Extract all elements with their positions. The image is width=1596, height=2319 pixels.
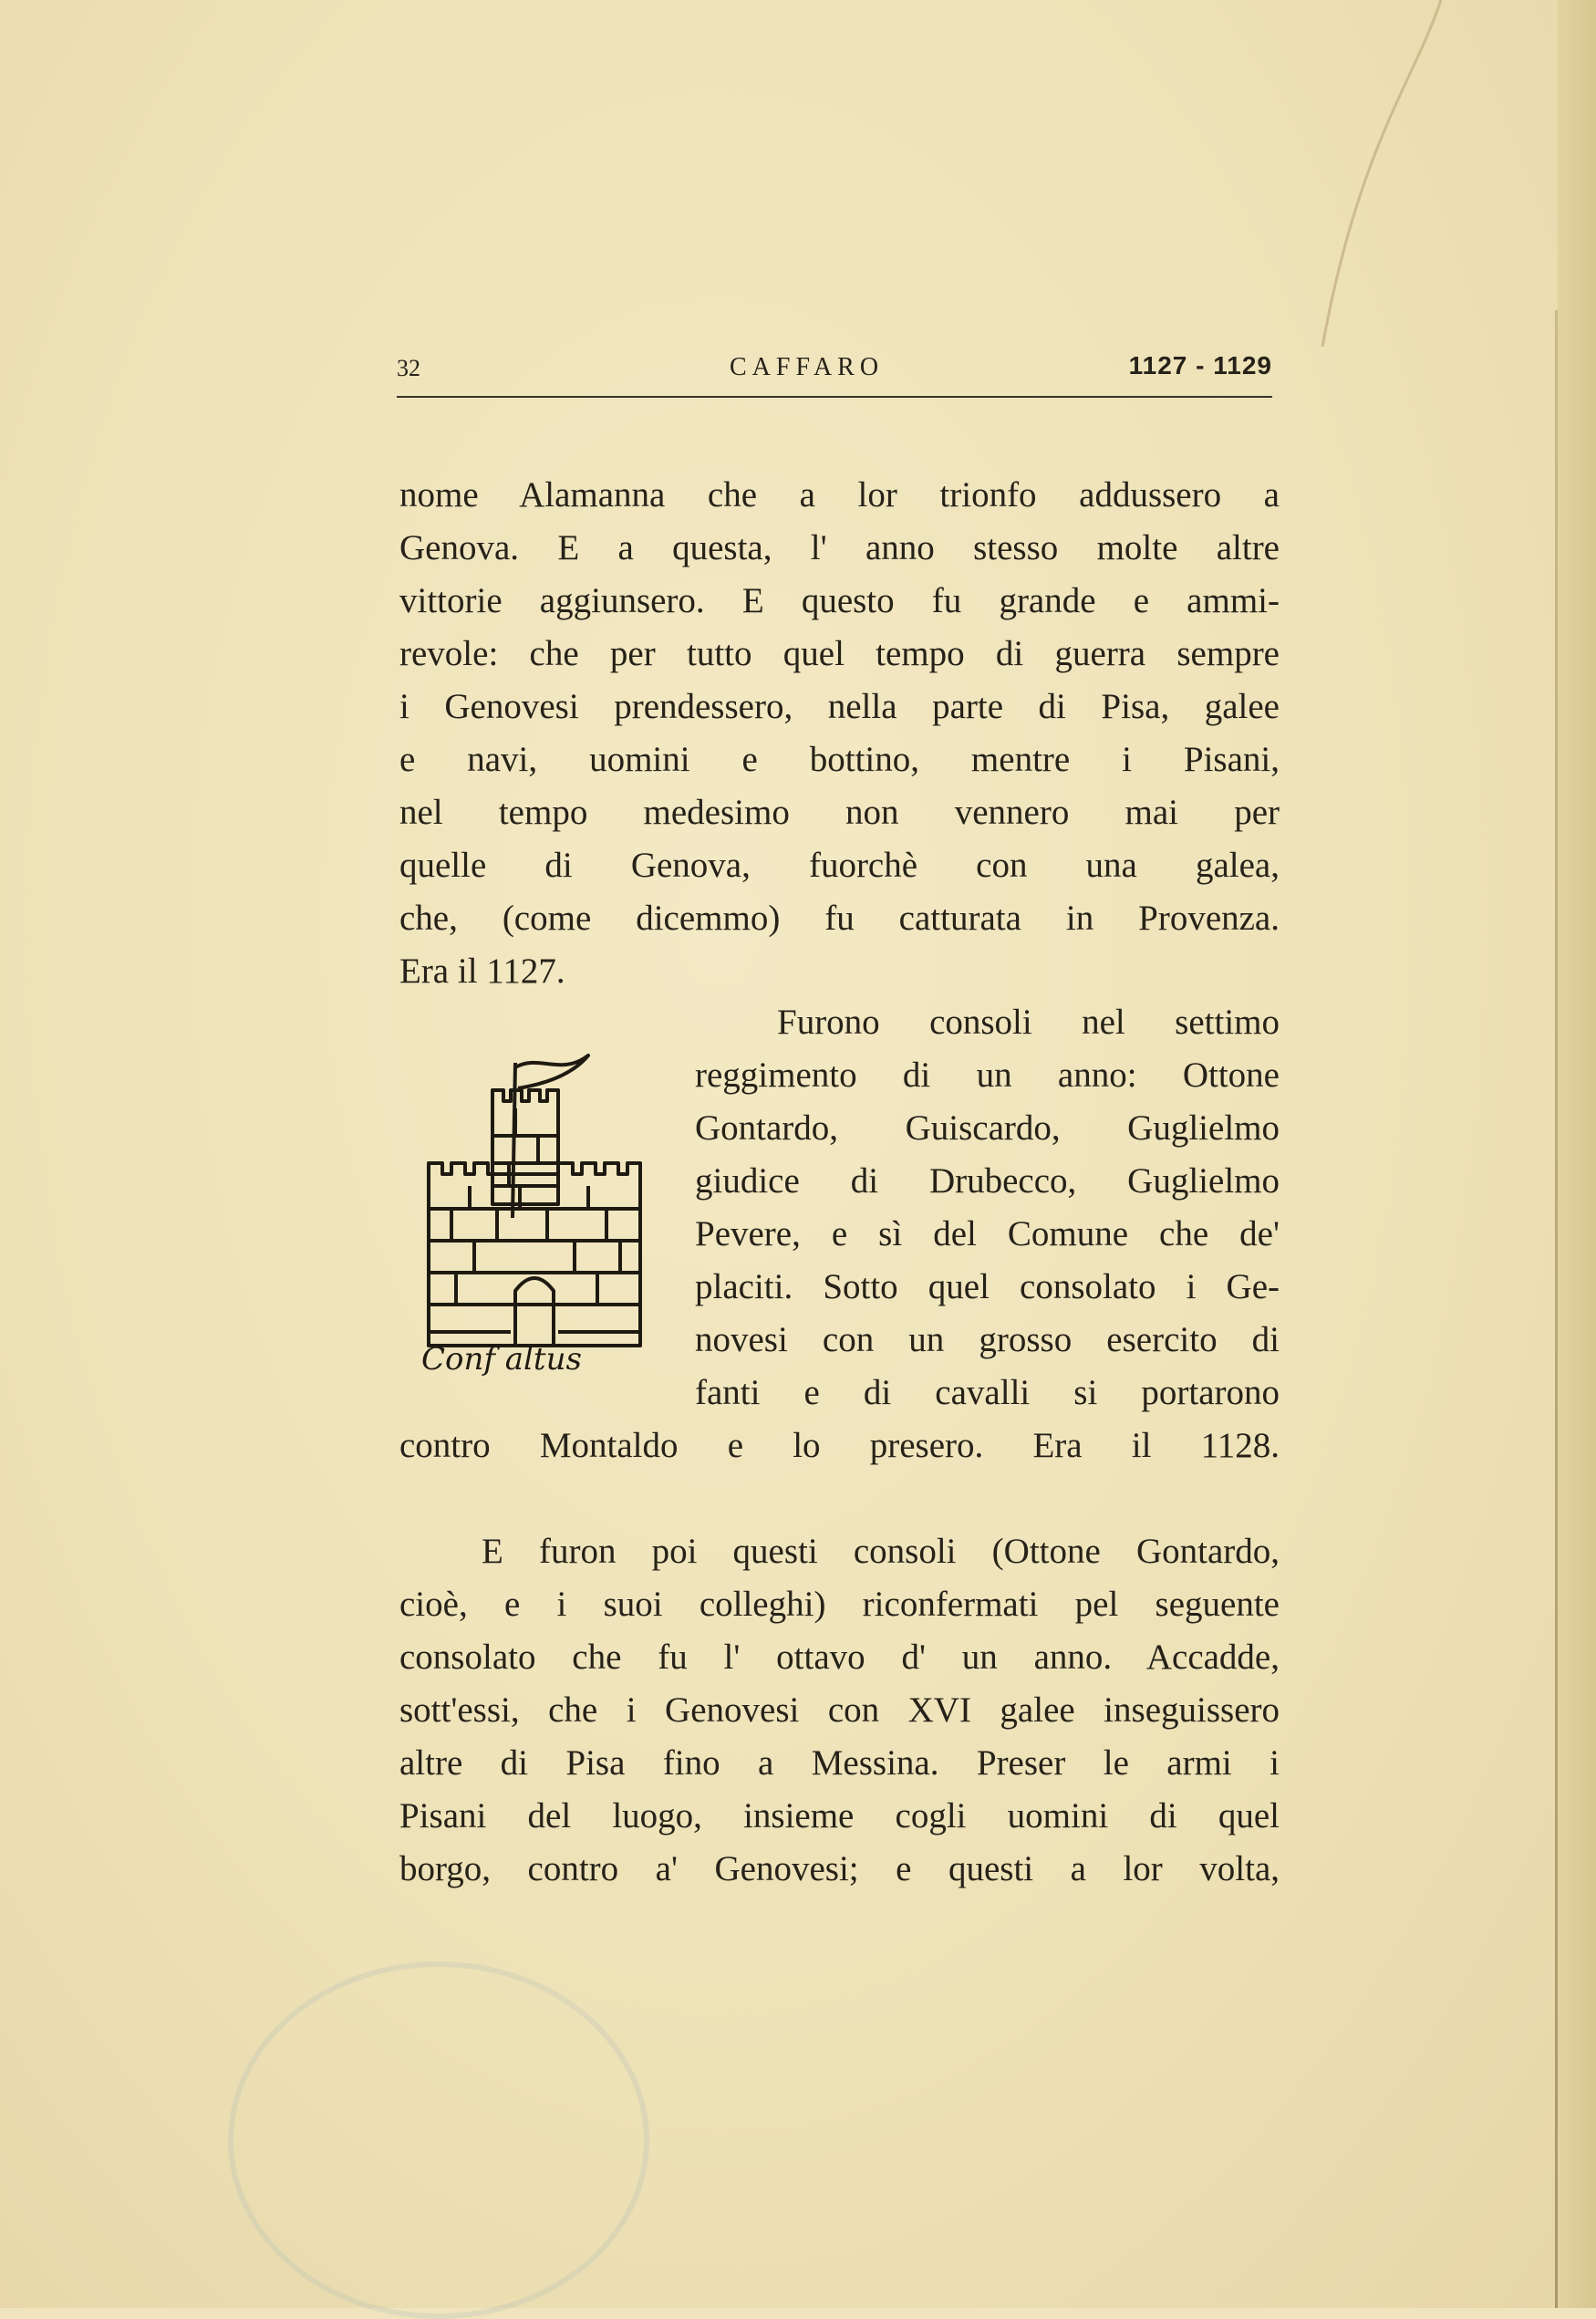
text-line: placiti. Sotto quel consolato i Ge- [695, 1267, 1280, 1306]
text-line: quelle di Genova, fuorchè con una galea, [399, 846, 1280, 885]
binding-edge [1558, 0, 1596, 2308]
binding-fold [1555, 310, 1558, 2308]
text-line: contro Montaldo e lo presero. Era il 1128. [399, 1426, 1280, 1465]
text-line: Pisani del luogo, insieme cogli uomini di quel [399, 1796, 1280, 1835]
text-line: nel tempo medesimo non vennero mai per [399, 793, 1280, 832]
text-line: Genova. E a questa, l' anno stesso molte altre [399, 528, 1280, 567]
text-line: borgo, contro a' Genovesi; e questi a lor volta, [399, 1849, 1280, 1888]
text-line: che, (come dicemmo) fu catturata in Provenza. [399, 899, 1280, 938]
text-line: fanti e di cavalli si portarono [695, 1373, 1280, 1412]
text-line: Furono consoli nel settimo [777, 1003, 1280, 1042]
castle-caption: Conf altus [421, 1341, 582, 1378]
paragraph-3 [399, 1525, 1280, 1896]
text-line: e navi, uomini e bottino, mentre i Pisani, [399, 740, 1280, 779]
bleed-through-stamp [228, 1961, 649, 2319]
text-line: vittorie aggiunsero. E questo fu grande e ammi- [399, 581, 1280, 620]
paragraph-2-tail [399, 1419, 1280, 1472]
text-line: Gontardo, Guiscardo, Guglielmo [695, 1108, 1280, 1148]
text-line: consolato che fu l' ottavo d' un anno. Accadde, [399, 1638, 1280, 1677]
page-number: 32 [397, 355, 420, 381]
text-line: i Genovesi prendessero, nella parte di Pisa, galee [399, 687, 1280, 726]
running-years: 1127 - 1129 [1128, 351, 1272, 380]
page-crease [1304, 0, 1450, 347]
paragraph-1 [399, 469, 1280, 998]
text-line: nome Alamanna che a lor trionfo addussero a [399, 475, 1280, 515]
text-line: cioè, e i suoi colleghi) riconfermati pel seguente [399, 1585, 1280, 1624]
text-line: giudice di Drubecco, Guglielmo [695, 1161, 1280, 1201]
text-line: sott'essi, che i Genovesi con XVI galee inseguissero [399, 1690, 1280, 1730]
paragraph-2 [695, 996, 1280, 1419]
running-header [397, 351, 1272, 397]
header-rule [397, 396, 1272, 398]
text-line: E furon poi questi consoli (Ottone Gontardo, [482, 1532, 1280, 1571]
text-line: novesi con un grosso esercito di [695, 1320, 1280, 1359]
text-line: altre di Pisa fino a Messina. Preser le armi i [399, 1743, 1280, 1783]
text-line: Pevere, e sì del Comune che de' [695, 1214, 1280, 1253]
text-line: Era il 1127. [399, 952, 565, 991]
text-line: reggimento di un anno: Ottone [695, 1056, 1280, 1095]
text-line: revole: che per tutto quel tempo di guerra sempre [399, 634, 1280, 673]
running-title: CAFFARO [730, 353, 885, 381]
castle-icon [401, 1017, 666, 1382]
